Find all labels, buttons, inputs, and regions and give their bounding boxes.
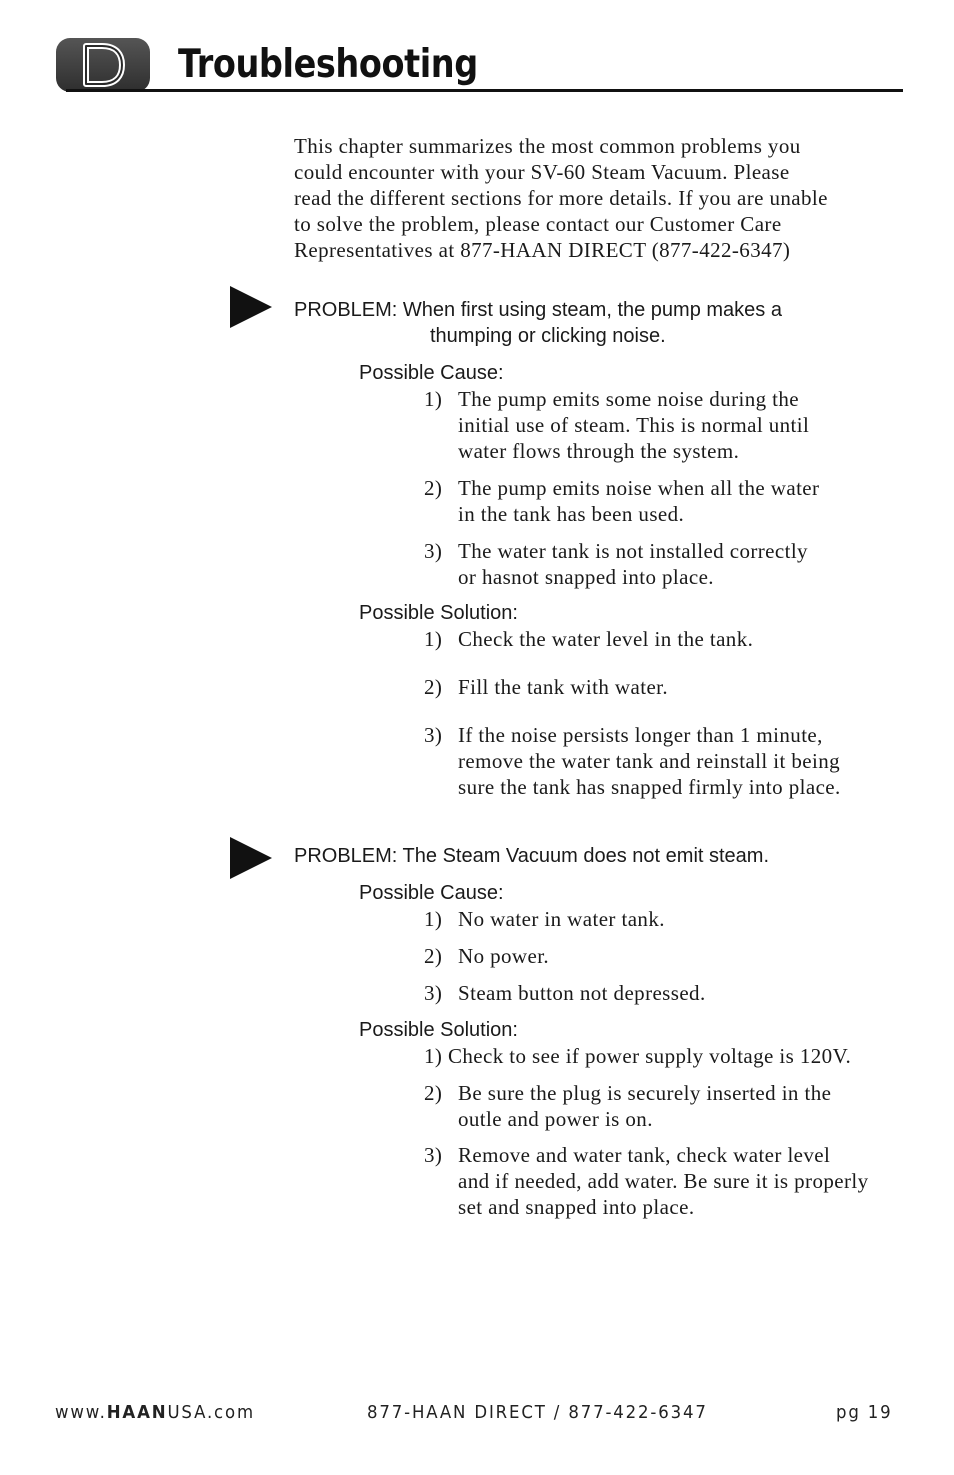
problem-heading bbox=[294, 297, 782, 349]
chapter-letter-d-icon bbox=[80, 42, 126, 88]
intro-line: could encounter with your SV-60 Steam Vacuum. Please bbox=[294, 160, 790, 184]
item-text: sure the tank has snapped firmly into place. bbox=[458, 775, 841, 799]
item-text: in the tank has been used. bbox=[458, 502, 685, 526]
item-text: Steam button not depressed. bbox=[458, 981, 706, 1005]
list-item bbox=[424, 626, 753, 652]
possible-cause-label: Possible Cause: bbox=[359, 882, 504, 904]
list-item bbox=[424, 943, 549, 969]
item-text: and if needed, add water. Be sure it is properly bbox=[458, 1169, 869, 1193]
intro-line: Representatives at 877-HAAN DIRECT (877-422-6347) bbox=[294, 238, 791, 262]
item-text: Check the water level in the tank. bbox=[458, 627, 754, 651]
intro-line: This chapter summarizes the most common problems you bbox=[294, 134, 801, 158]
item-number: 1) bbox=[424, 907, 443, 931]
list-item bbox=[424, 1142, 869, 1220]
page-number: pg 19 bbox=[836, 1402, 893, 1423]
item-number: 2) bbox=[424, 476, 443, 500]
item-text: The pump emits some noise during the bbox=[458, 387, 800, 411]
list-item bbox=[424, 1080, 831, 1132]
arrow-bullet-icon bbox=[230, 286, 272, 328]
item-number: 3) bbox=[424, 539, 443, 563]
list-item bbox=[424, 1043, 851, 1069]
item-text: set and snapped into place. bbox=[458, 1195, 695, 1219]
intro-line: to solve the problem, please contact our Customer Care bbox=[294, 212, 782, 236]
item-number: 3) bbox=[424, 981, 443, 1005]
item-number: 1) bbox=[424, 387, 443, 411]
footer-url-suffix: USA.com bbox=[167, 1402, 255, 1423]
item-text: If the noise persists longer than 1 minute, bbox=[458, 723, 823, 747]
item-number: 2) bbox=[424, 1081, 443, 1105]
item-number: 2) bbox=[424, 675, 443, 699]
page-title: Troubleshooting bbox=[178, 42, 478, 87]
list-item bbox=[424, 722, 841, 800]
item-text: No water in water tank. bbox=[458, 907, 665, 931]
footer-website[interactable] bbox=[55, 1402, 255, 1423]
item-number: 1) bbox=[424, 1044, 443, 1068]
chapter-badge bbox=[56, 38, 150, 92]
list-item bbox=[424, 538, 808, 590]
possible-solution-label: Possible Solution: bbox=[359, 602, 518, 624]
item-text: outle and power is on. bbox=[458, 1107, 653, 1131]
item-number: 2) bbox=[424, 944, 443, 968]
title-rule bbox=[66, 89, 903, 92]
item-text: water flows through the system. bbox=[458, 439, 740, 463]
list-item bbox=[424, 980, 706, 1006]
list-item bbox=[424, 906, 665, 932]
problem-heading-line: thumping or clicking noise. bbox=[430, 325, 666, 347]
item-text: initial use of steam. This is normal until bbox=[458, 413, 810, 437]
item-text: Fill the tank with water. bbox=[458, 675, 669, 699]
footer-phone: 877-HAAN DIRECT / 877-422-6347 bbox=[367, 1402, 708, 1423]
possible-cause-label: Possible Cause: bbox=[359, 362, 504, 384]
list-item bbox=[424, 674, 668, 700]
item-text: or hasnot snapped into place. bbox=[458, 565, 714, 589]
item-text: The water tank is not installed correctly bbox=[458, 539, 808, 563]
item-number: 3) bbox=[424, 723, 443, 747]
item-text: Remove and water tank, check water level bbox=[458, 1143, 831, 1167]
list-item bbox=[424, 386, 809, 464]
problem-heading-line: PROBLEM: The Steam Vacuum does not emit steam. bbox=[294, 845, 770, 867]
footer-url-brand: HAAN bbox=[106, 1402, 168, 1423]
item-text: remove the water tank and reinstall it being bbox=[458, 749, 841, 773]
possible-solution-label: Possible Solution: bbox=[359, 1019, 518, 1041]
item-text: The pump emits noise when all the water bbox=[458, 476, 820, 500]
item-text: Be sure the plug is securely inserted in the bbox=[458, 1081, 832, 1105]
intro-line: read the different sections for more details. If you are unable bbox=[294, 186, 828, 210]
problem-heading-line: PROBLEM: When first using steam, the pump makes a bbox=[294, 299, 782, 321]
item-text: No power. bbox=[458, 944, 550, 968]
intro-paragraph bbox=[294, 133, 914, 263]
item-text: Check to see if power supply voltage is 120V. bbox=[447, 1044, 852, 1068]
list-item bbox=[424, 475, 819, 527]
problem-heading bbox=[294, 843, 769, 869]
item-number: 3) bbox=[424, 1143, 443, 1167]
item-number: 1) bbox=[424, 627, 443, 651]
footer-url-prefix: www. bbox=[55, 1402, 107, 1423]
arrow-bullet-icon bbox=[230, 837, 272, 879]
